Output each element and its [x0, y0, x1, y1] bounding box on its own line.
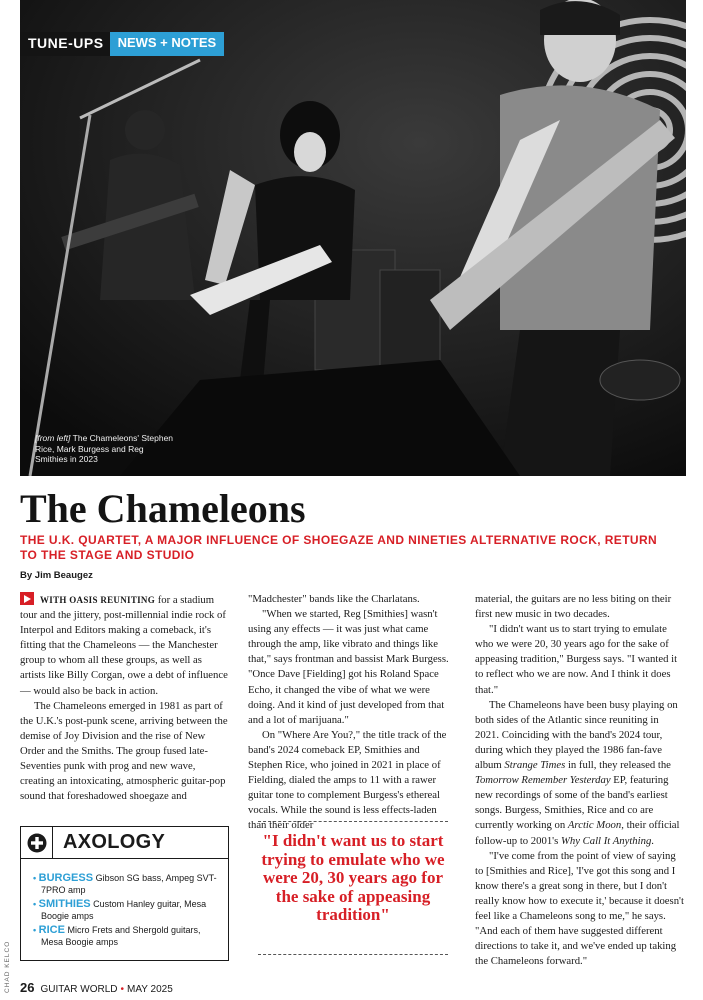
paragraph-6-part: , their official follow-up to 2001's: [475, 819, 680, 847]
column-1: [20, 592, 230, 804]
gear-description: Micro Frets and Shergold guitars, Mesa Boogie amps: [41, 925, 201, 947]
paragraph-1-text: for a stadium tour and the jittery, post-millennial indie rock of Interpol and Editors making a comeback, it's fitting that the Chameleons — the Manchester group to whom all these groups, as well as artists like Billy Corgan, owe a debt of influence — would also be back in action.: [20, 594, 228, 697]
musician-name: SMITHIES: [38, 898, 91, 910]
caption-text: The Chameleons' Stephen Rice, Mark Burgess and Reg Smithies in 2023: [35, 433, 174, 464]
gear-description: Gibson SG bass, Ampeg SVT-7PRO amp: [41, 873, 217, 895]
play-marker-icon: [20, 592, 34, 605]
page-footer: [20, 980, 173, 995]
gear-item: • SMITHIES Custom Hanley guitar, Mesa Boogie amps: [33, 898, 207, 921]
paragraph-7: "I've come from the point of view of saying to [Smithies and Rice], 'I've got this song and I know there's a great song in there, but I don't really know how to execute it,' because it doesn't feel like a Chameleons song to me," he says. "And each of them have suggested different directions to take it, and we've ended up taking the Chameleons forward.": [475, 849, 684, 968]
paragraph-2: The Chameleons emerged in 1981 as part of the U.K.'s post-punk scene, arriving between the demise of Joy Division and the rise of New Order and the Smiths. The group fused late-Seventies punk with prog and new wave, creating an intoxicating, atmospheric guitar-pop sound that foreshadowed shoegaze and: [20, 699, 228, 803]
gear-item: • RICE Micro Frets and Shergold guitars, Mesa Boogie amps: [33, 924, 201, 947]
article-subtitle: THE U.K. QUARTET, A MAJOR INFLUENCE OF SHOEGAZE AND NINETIES ALTERNATIVE ROCK, RETURN TO THE STAGE AND STUDIO: [20, 533, 658, 562]
paragraph-4: On "Where Are You?," the title track of the band's 2024 comeback EP, Smithies and Stephen Rice, who joined in 2021 in place of Fielding, dialed the amps to 11 with a rawer guitar tone to complement Burgess's ethereal vocals. While the sound is less effects-laden than their older: [248, 728, 447, 832]
section-label: TUNE-UPS: [20, 32, 110, 56]
magazine-name: GUITAR WORLD: [40, 984, 118, 995]
paragraph-6-part: in full, they released the: [567, 759, 671, 772]
gear-item: • BURGESS Gibson SG bass, Ampeg SVT-7PRO amp: [33, 872, 217, 895]
paragraph-3: "When we started, Reg [Smithies] wasn't using any effects — it was just what came through the amp, like vibrato and things like that," says frontman and bassist Mark Burgess. "Once Dave [Fielding] got his Roland Space Echo, it changed the vibe of what we were doing. And it kind of just developed from that and a lot of marijuana.": [248, 608, 449, 726]
gear-list: [21, 859, 228, 948]
musician-name: RICE: [38, 924, 65, 936]
album-title: Tomorrow Remember Yesterday: [475, 774, 611, 787]
column-2: [248, 592, 455, 834]
paragraph-6-part: .: [651, 834, 654, 847]
photo-credit: CHAD KELCO: [4, 940, 11, 993]
band-photo: [20, 0, 686, 476]
column-3: [475, 592, 685, 969]
gear-description: Custom Hanley guitar, Mesa Boogie amps: [41, 899, 207, 921]
photo-caption: [35, 433, 175, 465]
band-photo-illustration: [20, 0, 686, 476]
album-title: Why Call It Anything: [560, 834, 652, 847]
paragraph-2-continued: "Madchester" bands like the Charlatans.: [248, 593, 420, 605]
lead-in: WITH OASIS REUNITING: [40, 595, 156, 605]
subsection-label: NEWS + NOTES: [110, 32, 225, 56]
article-title: The Chameleons: [20, 486, 306, 531]
paragraph-5: "I didn't want us to start trying to emulate who we were 20, 30 years ago for the sake of appeasing tradition," Burgess says. "I wanted it to reflect who we are now. And I think it does that.": [475, 623, 678, 696]
issue-date: MAY 2025: [127, 984, 173, 995]
axology-title: AXOLOGY: [63, 831, 166, 853]
paragraph-6-part: EP, featuring new recordings of some of the band's earliest songs. Burgess, Smithies, Rice and co are currently working on: [475, 774, 669, 832]
paragraph-6-part: The Chameleons have been busy playing on both sides of the Atlantic since reuniting in 2021. Coinciding with the band's 2024 tour, during which they played the 1986 fan-fave album: [475, 698, 678, 772]
page-number: 26: [20, 980, 35, 995]
pull-quote: "I didn't want us to start trying to emulate who we were 20, 30 years ago for the sake of appeasing tradition": [258, 821, 448, 955]
paragraph-4-continued: material, the guitars are no less biting on their first new music in two decades.: [475, 593, 672, 621]
axology-header: [21, 827, 228, 859]
paragraph-6: [475, 698, 685, 849]
byline: By Jim Beaugez: [20, 570, 93, 581]
album-title: Strange Times: [504, 759, 566, 772]
section-tag: [20, 32, 224, 56]
separator-dot: •: [120, 984, 125, 995]
musician-name: BURGESS: [38, 872, 94, 884]
axology-box: [20, 826, 229, 961]
axology-plus-icon: [21, 827, 53, 858]
caption-prefix: [from left]: [35, 433, 71, 443]
album-title: Arctic Moon: [567, 819, 622, 832]
paragraph-1: [20, 592, 230, 699]
